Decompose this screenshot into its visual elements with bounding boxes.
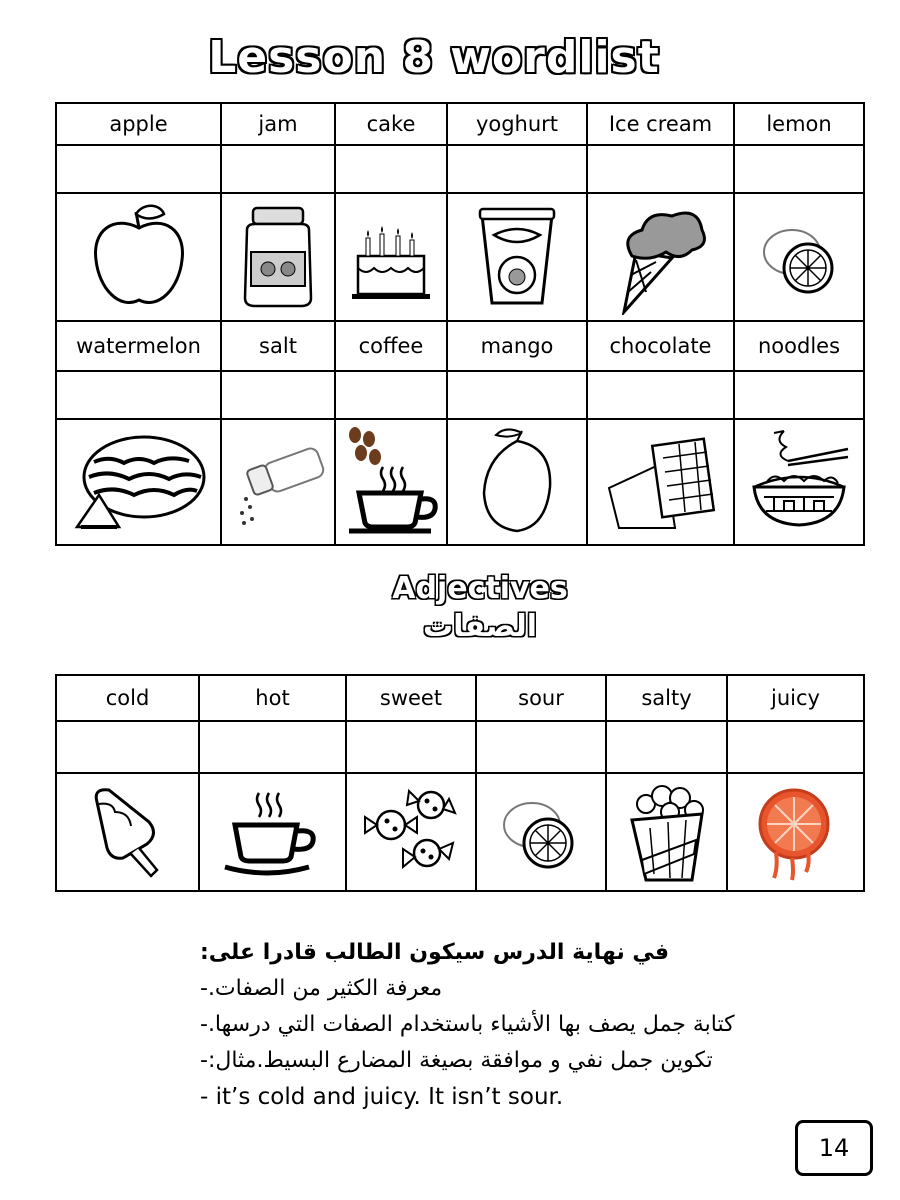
word-mango: mango [447, 321, 587, 371]
word-noodles: noodles [734, 321, 864, 371]
adjectives-table [55, 674, 865, 892]
objective-example: - it’s cold and juicy. It isn’t sour. [200, 1084, 564, 1110]
adj-juicy: juicy [727, 675, 864, 721]
adj-sour: sour [476, 675, 606, 721]
word-apple: apple [56, 103, 221, 145]
sour-lemon-icon [496, 787, 586, 877]
blank-cell [727, 721, 864, 773]
blank-cell [199, 721, 346, 773]
adjectives-heading [300, 570, 660, 646]
chocolate-bar-icon [601, 432, 721, 532]
objective-1: معرفة الكثير من الصفات.- [200, 976, 443, 1001]
lemon-icon [754, 212, 844, 302]
objective-2: كتابة جمل يصف بها الأشياء باستخدام الصفات التي درسها.- [200, 1012, 735, 1037]
candies-icon [361, 787, 461, 877]
blank-cell [221, 371, 335, 419]
adjectives-heading-en: Adjectives [392, 571, 568, 606]
page-number: 14 [795, 1120, 873, 1176]
blank-cell [335, 371, 447, 419]
word-yoghurt: yoghurt [447, 103, 587, 145]
noodles-bowl-icon [744, 427, 854, 537]
word-ice-cream: Ice cream [587, 103, 734, 145]
hot-cup-icon [223, 787, 323, 877]
word-lemon: lemon [734, 103, 864, 145]
grapefruit-icon [746, 782, 846, 882]
blank-cell [734, 371, 864, 419]
blank-cell [56, 371, 221, 419]
adj-salty: salty [606, 675, 727, 721]
blank-cell [346, 721, 476, 773]
word-jam: jam [221, 103, 335, 145]
mango-icon [472, 427, 562, 537]
word-cake: cake [335, 103, 447, 145]
blank-cell [587, 145, 734, 193]
objectives-intro: في نهاية الدرس سيكون الطالب قادرا على: [200, 940, 670, 965]
jam-jar-icon [233, 202, 323, 312]
word-chocolate: chocolate [587, 321, 734, 371]
yoghurt-cup-icon [472, 205, 562, 310]
word-watermelon: watermelon [56, 321, 221, 371]
blank-cell [221, 145, 335, 193]
coffee-cup-icon [341, 427, 441, 537]
learning-objectives [200, 935, 820, 1115]
popsicle-icon [83, 782, 173, 882]
wordlist-table [55, 102, 865, 546]
blank-cell [335, 145, 447, 193]
blank-cell [447, 371, 587, 419]
word-salt: salt [221, 321, 335, 371]
blank-cell [476, 721, 606, 773]
blank-cell [56, 721, 199, 773]
adjectives-heading-ar: الصفات [422, 609, 538, 644]
blank-cell [734, 145, 864, 193]
adj-cold: cold [56, 675, 199, 721]
ice-cream-icon [606, 200, 716, 315]
blank-cell [447, 145, 587, 193]
blank-cell [587, 371, 734, 419]
popcorn-icon [622, 780, 712, 885]
salt-shaker-icon [228, 437, 328, 527]
page-title: Lesson 8 wordlist [208, 32, 660, 83]
adj-sweet: sweet [346, 675, 476, 721]
birthday-cake-icon [346, 212, 436, 302]
objective-3: تكوين جمل نفي و موافقة بصيغة المضارع البسيط.مثال:- [200, 1048, 713, 1073]
blank-cell [56, 145, 221, 193]
word-coffee: coffee [335, 321, 447, 371]
adj-hot: hot [199, 675, 346, 721]
blank-cell [606, 721, 727, 773]
watermelon-icon [69, 427, 209, 537]
apple-icon [84, 200, 194, 315]
